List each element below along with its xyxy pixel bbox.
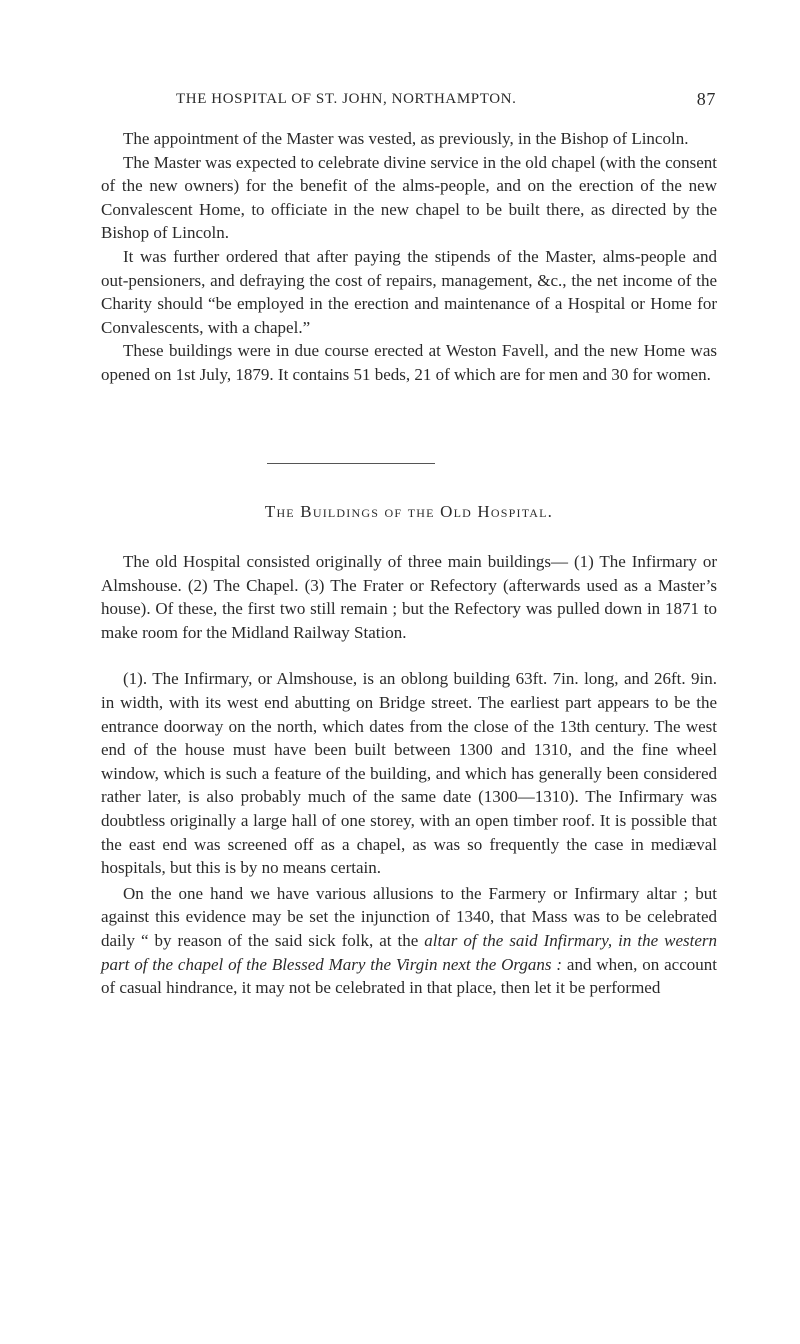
page-number: 87 <box>696 89 716 109</box>
paragraph: The Master was expected to celebrate divine service in the old chapel (with the consent of the new owners) for the benefit of the alms-people, and on the erection of the new Convalescent Home, to officiate in the new chapel to be built there, as directed by the Bishop of Lincoln. <box>101 152 717 243</box>
paragraph: It was further ordered that after paying the stipends of the Master, alms-people and out-pensioners, and defraying the cost of repairs, management, &c., the net income of the Charity should “be employed in the erection and maintenance of a Hospital or Home for Convalescents, with a chapel.” <box>101 246 717 337</box>
paragraph: (1). The Infirmary, or Almshouse, is an oblong building 63ft. 7in. long, and 26ft. 9in. in width, with its west end abutting on Bridge street. The earliest part appears to be the entrance doorway on the north, which dates from the close of the 13th century. The west end of the house must have been built between 1300 and 1310, and the fine wheel window, which is such a feature of the building, and which has generally been considered rather later, is also probably much of the same date (1300—1310). The Infirmary was doubtless originally a large hall of one storey, with an open timber roof. It is possible that the east end was screened off as a chapel, as was so frequently the case in mediæval hospitals, but this is by no means certain. <box>101 669 717 878</box>
paragraph: These buildings were in due course erected at Weston Favell, and the new Home was opened on 1st July, 1879. It contains 51 beds, 21 of which are for men and 30 for women. <box>101 341 717 384</box>
section-body <box>101 550 717 1000</box>
section-heading: The Buildings of the Old Hospital. <box>264 502 554 521</box>
italic-quotation: altar of the said Infirmary, in the western part of the chapel of the Blessed Mary the Virgin next the Organs : <box>101 930 717 974</box>
section-divider <box>267 463 435 464</box>
body-text-top <box>101 127 717 387</box>
paragraph <box>101 882 717 1000</box>
paragraph: The old Hospital consisted originally of three main buildings— (1) The Infirmary or Almshouse. (2) The Chapel. (3) The Frater or Refectory (afterwards used as a Master’s house). Of these, the first two still remain ; but the Refectory was pulled down in 1871 to make room for the Midland Railway Station. <box>101 552 717 642</box>
running-title: THE HOSPITAL OF ST. JOHN, NORTHAMPTON. <box>176 91 517 107</box>
running-header <box>100 91 716 113</box>
paragraph: The appointment of the Master was vested, as previously, in the Bishop of Lincoln. <box>123 129 689 148</box>
paragraph-text: and when, on account of casual hindrance, it may not be celebrated in that place, then let it be performed <box>101 954 717 998</box>
paragraph-text: On the one hand we have various allusions to the Farmery or Infirmary altar ; but against this evidence may be set the injunction of 1340, that Mass was to be celebrated daily “ by reason of the said sick folk, at the <box>101 883 717 950</box>
